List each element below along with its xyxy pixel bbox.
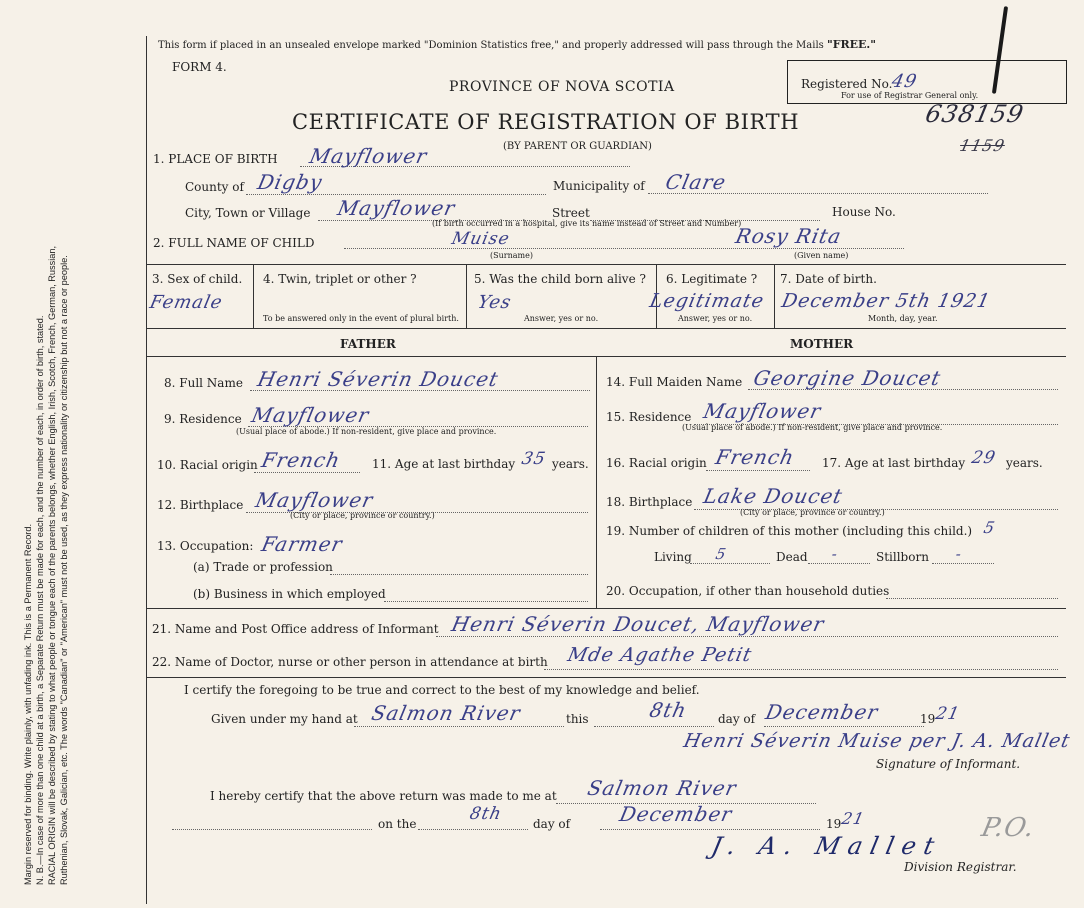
mother-residence-value: Mayflower xyxy=(701,399,824,423)
city-value: Mayflower xyxy=(335,196,458,220)
child-surname: Muise xyxy=(449,229,512,249)
mother-residence-note: (Usual place of abode.) If non-resident, give place and province. xyxy=(682,423,943,432)
given-month-line xyxy=(764,726,924,727)
street-label: Street xyxy=(552,206,590,220)
father-birthplace-label: 12. Birthplace xyxy=(157,498,244,512)
given-place-line xyxy=(354,726,564,727)
registrar-place-value: Salmon River xyxy=(585,776,739,800)
legitimate-value: Legitimate xyxy=(647,290,767,312)
mother-name-value: Georgine Doucet xyxy=(751,366,944,390)
place-of-birth-label: 1. PLACE OF BIRTH xyxy=(153,152,278,166)
given-year-value: 21 xyxy=(933,704,962,724)
father-racial-label: 10. Racial origin xyxy=(157,458,258,472)
stamp-number: 638159 xyxy=(923,100,1027,128)
given-day-line xyxy=(594,726,714,727)
twin-note: To be answered only in the event of plural birth. xyxy=(263,314,459,323)
margin-note-4: Ruthenian, Slovak, Galician, etc. The words "Canadian" or "American" must not be used, as they express nationality or citizenship but not a race or people. xyxy=(59,255,69,885)
signature-of-informant-label: Signature of Informant. xyxy=(876,757,1021,771)
this-label: this xyxy=(566,712,589,726)
father-birthplace-note: (City or place, province or country.) xyxy=(290,511,435,520)
informant-signature: Henri Séverin Muise per J. A. Mallet xyxy=(681,730,1073,752)
stillborn-label: Stillborn xyxy=(876,550,929,564)
child-name-label: 2. FULL NAME OF CHILD xyxy=(153,236,315,250)
father-name-label: 8. Full Name xyxy=(164,376,243,390)
father-name-value: Henri Séverin Doucet xyxy=(255,367,501,391)
row3-divider-2 xyxy=(466,264,467,328)
dob-value: December 5th 1921 xyxy=(779,290,993,312)
margin-note-1: Margin reserved for binding. Write plainly, with unfading ink. This is a Permanent Record. xyxy=(23,523,33,885)
mother-occupation-label: 20. Occupation, if other than household duties xyxy=(606,584,890,598)
mother-age-unit: years. xyxy=(1006,456,1043,470)
informant-line xyxy=(436,636,1058,637)
row3-divider-4 xyxy=(774,264,775,328)
trade-label: (a) Trade or profession xyxy=(193,560,333,574)
reg-day-of-label: day of xyxy=(533,817,571,831)
registrar-prefix-line xyxy=(172,829,372,830)
father-age-unit: years. xyxy=(552,457,589,471)
mother-racial-value: French xyxy=(713,445,797,469)
dob-label: 7. Date of birth. xyxy=(780,272,877,286)
sex-label: 3. Sex of child. xyxy=(152,272,243,286)
certificate-title: CERTIFICATE OF REGISTRATION OF BIRTH xyxy=(292,110,800,134)
registered-number: 49 xyxy=(889,71,920,92)
reg-month-value: December xyxy=(617,802,735,826)
reg-month-line xyxy=(600,829,820,830)
registrar-certify: I hereby certify that the above return was made to me at xyxy=(210,789,557,803)
on-the-label: on the xyxy=(378,817,417,831)
father-racial-value: French xyxy=(259,448,343,472)
certify-statement: I certify the foregoing to be true and correct to the best of my knowledge and belief. xyxy=(184,683,700,697)
surname-caption: (Surname) xyxy=(490,251,533,260)
doctor-label: 22. Name of Doctor, nurse or other person in attendance at birth xyxy=(152,655,548,669)
father-birthplace-value: Mayflower xyxy=(253,488,376,512)
born-alive-value: Yes xyxy=(475,292,514,313)
trade-line xyxy=(330,574,588,575)
dob-note: Month, day, year. xyxy=(868,314,938,323)
margin-notes xyxy=(22,5,70,885)
dead-label: Dead xyxy=(776,550,808,564)
reg-day-value: 8th xyxy=(467,804,504,824)
father-heading: FATHER xyxy=(340,337,396,351)
row3-bottom-rule xyxy=(146,328,1066,329)
registrar-signature: J. A. Mallet xyxy=(709,832,945,860)
certificate-subtitle: (BY PARENT OR GUARDIAN) xyxy=(503,141,652,152)
informant-label: 21. Name and Post Office address of Informant xyxy=(152,622,439,636)
city-label: City, Town or Village xyxy=(185,206,311,220)
margin-note-3: RACIAL ORIGIN will be described by stating to what people or tongue each of the parents belongs, whether English, Irish, Scotch, French, German, Russian, xyxy=(47,245,57,885)
hospital-note: (If birth occurred in a hospital, give its name instead of Street and Number) xyxy=(432,219,742,228)
mother-name-label: 14. Full Maiden Name xyxy=(606,375,743,389)
father-residence-note: (Usual place of abode.) If non-resident, give place and province. xyxy=(236,427,497,436)
county-value: Digby xyxy=(255,170,325,194)
father-age-label: 11. Age at last birthday xyxy=(372,457,516,471)
child-name-line xyxy=(344,248,904,249)
mother-heading: MOTHER xyxy=(790,337,854,351)
doctor-line xyxy=(544,669,1058,670)
mother-occupation-line xyxy=(886,598,1058,599)
mother-residence-label: 15. Residence xyxy=(606,410,692,424)
father-occupation-label: 13. Occupation: xyxy=(157,539,254,553)
father-residence-value: Mayflower xyxy=(249,403,372,427)
reg-day-line xyxy=(418,829,528,830)
municipality-label: Municipality of xyxy=(553,179,645,193)
reg-year-value: 21 xyxy=(840,809,867,828)
columns-bottom-rule xyxy=(146,608,1066,609)
born-alive-note: Answer, yes or no. xyxy=(524,314,599,323)
form-number: FORM 4. xyxy=(172,60,227,74)
mother-age-value: 29 xyxy=(969,448,998,468)
given-day-value: 8th xyxy=(647,698,690,722)
sex-value: Female xyxy=(147,292,225,313)
given-name-caption: (Given name) xyxy=(794,251,849,260)
day-of-label: day of xyxy=(718,712,756,726)
given-month-value: December xyxy=(763,700,881,724)
registrar-general-note: For use of Registrar General only. xyxy=(841,91,979,100)
informant-value: Henri Séverin Doucet, Mayflower xyxy=(449,612,827,636)
mother-birthplace-label: 18. Birthplace xyxy=(606,495,693,509)
mother-racial-label: 16. Racial origin xyxy=(606,456,707,470)
columns-top-rule xyxy=(146,356,1066,357)
registrar-initials: P.O. xyxy=(978,813,1038,843)
margin-note-2: N. B.—In case of more than one child at a birth, a Separate Return must be made for each, and the number of each, in order of birth, stated. xyxy=(35,315,45,885)
row3-top-rule xyxy=(146,264,1066,265)
reg-year-prefix: 19 xyxy=(826,817,842,831)
registered-label: Registered No. xyxy=(801,77,893,91)
place-of-birth-value: Mayflower xyxy=(307,144,430,168)
business-line xyxy=(384,601,588,602)
division-registrar-label: Division Registrar. xyxy=(904,860,1017,874)
stillborn-value: - xyxy=(954,545,964,563)
stamp-number-struck: 1159 xyxy=(958,136,1007,155)
given-year-prefix: 19 xyxy=(920,712,936,726)
child-given-name: Rosy Rita xyxy=(733,224,844,248)
left-border xyxy=(146,36,147,904)
father-racial-line xyxy=(254,472,360,473)
dead-line xyxy=(808,563,870,564)
born-alive-label: 5. Was the child born alive ? xyxy=(474,272,646,286)
children-count-label: 19. Number of children of this mother (including this child.) xyxy=(606,524,973,538)
father-age-value: 35 xyxy=(519,449,548,469)
county-label: County of xyxy=(185,180,244,194)
municipality-value: Clare xyxy=(663,170,729,194)
children-count-value: 5 xyxy=(982,518,998,537)
row3-divider-1 xyxy=(253,264,254,328)
mother-birthplace-value: Lake Doucet xyxy=(701,484,846,508)
legitimate-label: 6. Legitimate ? xyxy=(666,272,758,286)
mother-birthplace-note: (City or place, province or country.) xyxy=(740,508,885,517)
given-under-label: Given under my hand at xyxy=(211,712,358,726)
business-label: (b) Business in which employed xyxy=(193,587,386,601)
twin-label: 4. Twin, triplet or other ? xyxy=(263,272,417,286)
house-no-label: House No. xyxy=(832,205,896,219)
father-occupation-value: Farmer xyxy=(259,532,345,556)
mail-notice: This form if placed in an unsealed envelope marked "Dominion Statistics free," and properly addressed will pass through the Mails "FREE." xyxy=(158,38,876,51)
father-residence-label: 9. Residence xyxy=(164,412,242,426)
county-line xyxy=(246,194,546,195)
given-place-value: Salmon River xyxy=(369,701,523,725)
columns-divider xyxy=(596,356,597,608)
dead-value: - xyxy=(830,545,840,563)
certification-top-rule xyxy=(146,677,1066,678)
mother-age-label: 17. Age at last birthday xyxy=(822,456,966,470)
living-value: 5 xyxy=(714,545,729,563)
mother-racial-line xyxy=(706,470,810,471)
province-heading: PROVINCE OF NOVA SCOTIA xyxy=(449,79,675,95)
living-label: Living xyxy=(654,550,692,564)
living-line xyxy=(690,563,770,564)
stillborn-line xyxy=(932,563,994,564)
doctor-value: Mde Agathe Petit xyxy=(565,644,755,666)
legitimate-note: Answer, yes or no. xyxy=(678,314,753,323)
